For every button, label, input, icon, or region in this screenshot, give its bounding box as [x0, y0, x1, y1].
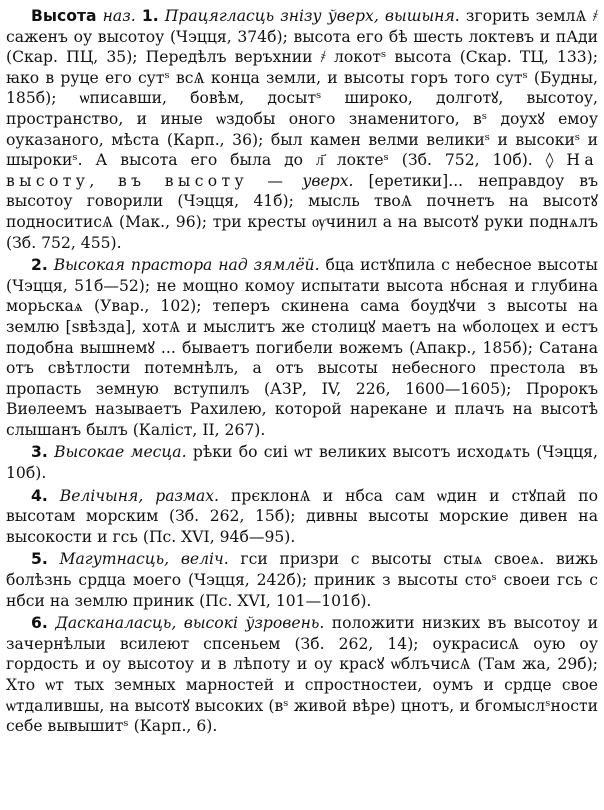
sense-number: 3. [31, 443, 48, 462]
sense-gloss: Магутнасць, веліч. [59, 550, 229, 569]
sense-4 [6, 486, 598, 548]
sense-5 [6, 549, 598, 611]
sense-quotes: гси призри с высоты стыѧ своеѧ. вижь болѣзнь срдца моего (Чэцця, 242б); приник з высоты стоˢ своеи гсь с нбси на землю приник (Пс. XVI, 101—101б). [6, 550, 598, 610]
phrase-gloss: уверх. [302, 171, 354, 190]
sense-quotes-continued: [еретики]... неправдоу въ высотоу говорили (Чэцця, 41б); мысль твоѦ почнетъ на высотꙋ подноситисѦ (Мак., 96); три кресты ѹчинил а на высотꙋ руки поднѧлъ (Зб. 752, 455). [6, 171, 598, 252]
sense-2 [6, 255, 598, 440]
sense-6 [6, 613, 598, 737]
phrase-spaced: На высоту, въ высоту — [6, 151, 598, 190]
sense-quotes: прєклонѦ и нбса сам ѡдин и стꙋпай по высотам морским (Зб. 262, 15б); дивны высоты морские дивен на высокости и гсь (Пс. XVI, 94б—95). [6, 486, 598, 546]
dictionary-page [6, 6, 598, 806]
sense-number: 5. [31, 550, 48, 569]
sense-quotes: згорить землѦ ҂ саженъ оу высотоу (Чэцця, 374б); высота его бѣ шесть локтевъ и пАди (Скар. ПЦ, 35); Передѣлъ веръхнии ҂ локотˢ высота (Скар. ТЦ, 133); ꙗко в руце его сутˢ всѦ конца земли, и высоты горъ того сутˢ (Будны, 185б); ѡписавши, бовѣм, досытˢ широко, долготꙋ, высотоу, пространство, и иные ѡздобы оного знаменитого, вˢ доухꙋ емоу оуказаного, мѣста (Карп., 36); был камен велми великиˢ и высокиˢ и шырокиˢ. А высота его была до л҃ локтеˢ (Зб. 752, 10б). [6, 7, 598, 170]
sense-quotes: рѣки бо сиі ѡт великих высотъ исходѧть (Чэцця, 10б). [6, 443, 598, 483]
headword: Высота [31, 7, 97, 25]
sense-gloss: Працягласць знізу ўверх, вышыня. [164, 7, 460, 25]
sense-number: 2. [31, 256, 48, 275]
sense-3 [6, 442, 598, 483]
sense-gloss: Дасканаласць, высокі ўзровень. [55, 614, 325, 633]
sense-number: 1. [141, 7, 159, 25]
sense-number: 6. [31, 614, 48, 633]
sense-gloss: Высокае месца. [54, 443, 187, 462]
sense-1 [6, 6, 598, 253]
sense-gloss: Высокая прастора над зямлёй. [53, 256, 320, 275]
sense-gloss: Велічыня, размах. [59, 486, 220, 505]
sense-number: 4. [31, 486, 48, 505]
part-of-speech: наз. [96, 7, 136, 25]
sense-quotes: бца истꙋпила с небесное высоты (Чэцця, 51б—52); не мощно комоу испытати высота нбсная и глубина морьскаѧ (Увар., 102); теперъ скинена сама боудꙋчи з высоты на землю [sвѣзда], хотѦ и мыслитъ же столицꙋ маетъ на ѡболоцех и естъ подобна вышнемꙋ ... бываетъ погибели вожемъ (Апакр., 185б); Сатана отъ свѣтлости потемнѣлъ, а отъ высоты небесного престола въ пропасть земную вступилъ (АЗР, IV, 226, 1600—1605); Пророкъ Виѳлеемъ называетъ Рахилею, которой нарекане и плачъ на высотѣ слышанъ былъ (Каліст, II, 267). [6, 256, 598, 439]
sense-quotes: положити низких въ высотоу и зачернѣлыи всилеют спсеньем (Зб. 262, 14); оукрасисѦ оую оу гордость и оу высотоу и в лѣпоту и оу красꙋ ѡблъчисѦ (Там жа, 29б); Хто ѡт тых земных марностей и спростностеи, оумъ и срдце свое ѡтдалившы, на высотꙋ высоких (вˢ живой вѣре) цнотъ, и бгомыслˢности себе вывышитˢ (Карп., 6). [6, 614, 598, 736]
diamond-icon: ◊ [545, 151, 554, 170]
